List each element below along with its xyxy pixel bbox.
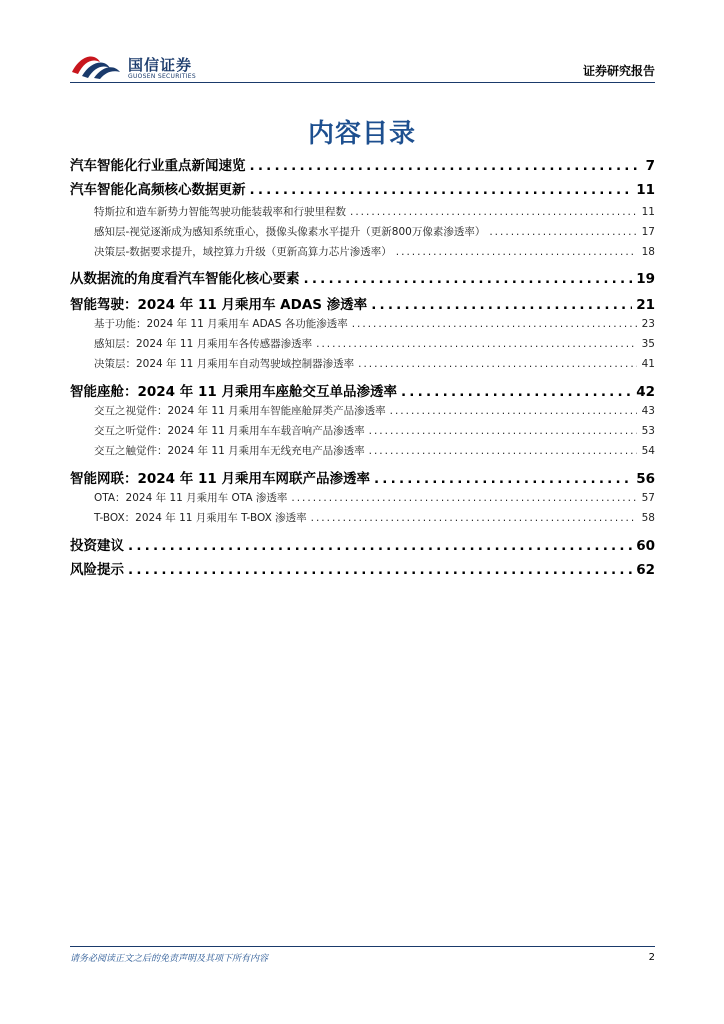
toc-entry-title: 基于功能：2024 年 11 月乘用车 ADAS 各功能渗透率 [94,318,348,330]
toc-leader-dots [369,425,637,437]
toc-leader-dots [390,405,637,417]
toc-entry-page: 11 [641,206,655,218]
toc-entry-page: 23 [641,318,655,330]
toc-entry[interactable] [70,467,655,487]
toc-entry-title: 交互之触觉件：2024 年 11 月乘用车无线充电产品渗透率 [94,445,365,457]
toc-entry-page: 21 [636,297,655,313]
toc-leader-dots [369,445,637,457]
toc-entry-page: 17 [641,226,655,238]
toc-entry[interactable] [70,380,655,400]
toc-entry-page: 41 [641,358,655,370]
toc-entry-title: 交互之听觉件：2024 年 11 月乘用车车载音响产品渗透率 [94,425,365,437]
toc-entry-page: 60 [636,538,655,554]
toc-entry[interactable] [70,204,655,219]
toc-entry-page: 7 [645,158,655,174]
toc-entry-page: 42 [636,384,655,400]
toc-entry[interactable] [70,267,655,287]
toc-entry-title: 感知层-视觉逐渐成为感知系统重心，摄像头像素水平提升（更新800万像素渗透率） [94,226,486,238]
toc-entry[interactable] [70,336,655,351]
toc-leader-dots [350,206,637,218]
toc-entry[interactable] [70,443,655,458]
toc-entry-title: 从数据流的角度看汽车智能化核心要素 [70,271,300,287]
toc-leader-dots [489,226,637,238]
toc-entry-page: 56 [636,471,655,487]
toc-entry-page: 11 [636,182,655,198]
toc-entry-title: 汽车智能化行业重点新闻速览 [70,158,246,174]
toc-entry[interactable] [70,154,655,174]
toc-entry-page: 58 [641,512,655,524]
toc-entry[interactable] [70,510,655,525]
toc-entry[interactable] [70,316,655,331]
toc-leader-dots [291,492,637,504]
toc-entry-page: 18 [641,246,655,258]
toc-entry[interactable] [70,244,655,259]
toc-entry-title: 风险提示 [70,562,124,578]
toc-entry[interactable] [70,293,655,313]
logo-chinese-name: 国信证券 [128,56,193,74]
guosen-logo [70,48,200,84]
toc-entry-page: 54 [641,445,655,457]
logo-english-name: GUOSEN SECURITIES [128,73,197,80]
toc-leader-dots [128,538,632,554]
toc-leader-dots [250,182,633,198]
toc-entry-title: 汽车智能化高频核心数据更新 [70,182,246,198]
footer-disclaimer: 请务必阅读正文之后的免责声明及其项下所有内容 [70,954,269,964]
footer-divider [70,946,655,947]
toc-entry-page: 19 [636,271,655,287]
toc-entry-page: 43 [641,405,655,417]
toc-entry-title: 智能网联：2024 年 11 月乘用车网联产品渗透率 [70,471,370,487]
toc-entry[interactable] [70,356,655,371]
toc-entry-title: 决策层：2024 年 11 月乘用车自动驾驶域控制器渗透率 [94,358,355,370]
toc-entry-title: 感知层：2024 年 11 月乘用车各传感器渗透率 [94,338,313,350]
toc-entry[interactable] [70,490,655,505]
header-divider [70,82,655,83]
toc-entry-page: 57 [641,492,655,504]
toc-leader-dots [304,271,633,287]
toc-entry[interactable] [70,224,655,239]
toc-leader-dots [128,562,632,578]
toc-leader-dots [250,158,638,174]
page-number: 2 [648,952,655,963]
toc-entry-title: T-BOX：2024 年 11 月乘用车 T-BOX 渗透率 [94,512,307,524]
toc-entry[interactable] [70,558,655,578]
toc-entry-title: OTA：2024 年 11 月乘用车 OTA 渗透率 [94,492,288,504]
toc-entry-page: 62 [636,562,655,578]
toc-entry-title: 智能驾驶：2024 年 11 月乘用车 ADAS 渗透率 [70,297,368,313]
toc-entry[interactable] [70,534,655,554]
toc-entry-title: 交互之视觉件：2024 年 11 月乘用车智能座舱屏类产品渗透率 [94,405,386,417]
toc-entry-page: 35 [641,338,655,350]
page-header [70,48,655,84]
page-title: 内容目录 [307,119,416,149]
toc-entry-title: 决策层-数据要求提升，域控算力升级（更新高算力芯片渗透率） [94,246,392,258]
toc-entry[interactable] [70,423,655,438]
toc-entry[interactable] [70,403,655,418]
toc-leader-dots [374,471,632,487]
toc-entry-page: 53 [641,425,655,437]
toc-leader-dots [352,318,637,330]
toc-entry-title: 特斯拉和造车新势力智能驾驶功能装载率和行驶里程数 [94,206,346,218]
toc-entry-title: 投资建议 [70,538,124,554]
toc-leader-dots [311,512,637,524]
toc-leader-dots [358,358,637,370]
toc-entry[interactable] [70,178,655,198]
report-type-label: 证券研究报告 [582,64,655,78]
guosen-logo-icon [70,52,124,80]
toc-leader-dots [371,297,632,313]
toc-entry-title: 智能座舱：2024 年 11 月乘用车座舱交互单品渗透率 [70,384,397,400]
toc-leader-dots [401,384,632,400]
toc-leader-dots [316,338,637,350]
toc-leader-dots [396,246,637,258]
